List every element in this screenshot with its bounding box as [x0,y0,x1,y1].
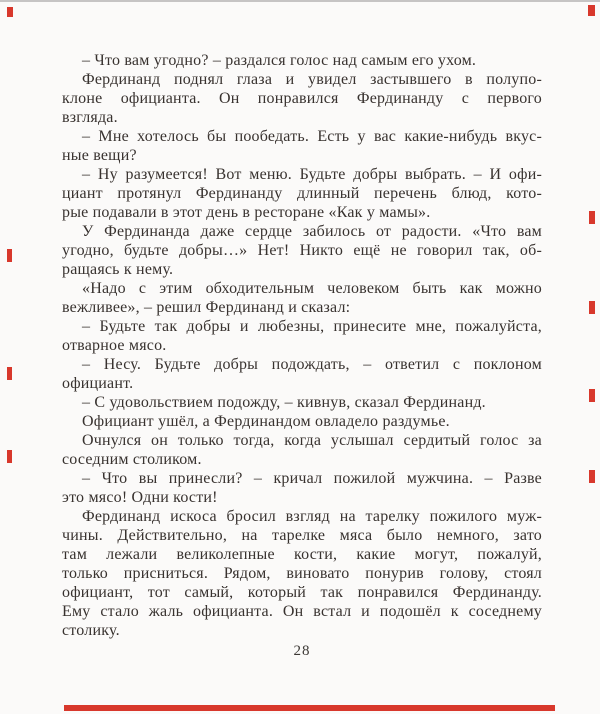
red-frame-mark [588,5,595,16]
paragraph [62,222,542,279]
page-number: 28 [293,643,311,659]
text-line: – Несу. Будьте добры подождать, – ответил с поклоном [82,356,542,373]
text-line: рые подавали в этот день в ресторане «Как у мамы». [62,204,431,221]
text-line: взгляда. [62,109,118,126]
text-line: «Надо с этим обходительным человеком быть как можно [82,280,542,297]
text-block [62,51,542,640]
text-line: отварное мясо. [62,337,167,354]
red-frame-mark [7,249,12,262]
paragraph [62,127,542,165]
text-line: У Фердинанда даже сердце забилось от радости. «Что вам [82,223,542,240]
text-line: Фердинанд поднял глаза и увидел застывшего в полупо- [82,71,542,88]
paragraph [62,355,542,393]
text-line: – Что вам угодно? – раздался голос над самым его ухом. [82,52,477,69]
paragraph [62,431,542,469]
text-line: официант. [62,375,134,392]
text-line: чины. Действительно, на тарелке мяса было немного, зато [62,527,542,544]
red-frame-mark [589,301,595,314]
text-line: ные вещи? [62,147,137,164]
text-line: – Мне хотелось бы пообедать. Есть у вас какие-нибудь вкус- [82,128,542,145]
red-frame-mark [7,450,12,463]
text-line: угодно, будьте добры…» Нет! Никто ещё не говорил так, об- [62,242,542,259]
paragraph [62,279,542,317]
text-line: клоне официанта. Он понравился Фердинанду с первого [62,90,542,107]
paragraph [62,70,542,127]
text-line: Официант ушёл, а Фердинандом овладело раздумье. [82,413,450,430]
text-line: Фердинанд искоса бросил взгляд на тарелку пожилого муж- [82,508,542,525]
text-line: – Ну разумеется! Вот меню. Будьте добры выбрать. – И офи- [82,166,542,183]
text-line: – Что вы принесли? – кричал пожилой мужчина. – Разве [82,470,542,487]
red-frame-mark [589,389,595,402]
text-line: Очнулся он только тогда, когда услышал сердитый голос за [82,432,542,449]
text-line: там лежали великолепные кости, какие могут, пожалуй, [62,546,542,563]
text-line: официант, тот самый, который так понравился Фердинанду. [62,584,542,601]
text-line: – С удовольствием подожду, – кивнув, сказал Фердинанд. [82,394,486,411]
paragraph [62,507,542,640]
text-line: Ему стало жаль официанта. Он встал и подошёл к соседнему [62,603,542,620]
red-frame-mark [7,7,13,17]
text-line: циант протянул Фердинанду длинный перечень блюд, кото- [62,185,542,202]
paragraph [62,393,542,412]
page-top-edge [0,0,600,2]
paragraph [62,317,542,355]
text-line: только присниться. Рядом, виновато понурив голову, стоял [62,565,542,582]
red-frame-mark [589,211,595,224]
red-frame-bottom-rule [64,705,555,711]
paragraph [62,51,542,70]
red-frame-mark [7,367,12,380]
text-line: это мясо! Одни кости! [62,489,218,506]
paragraph [62,412,542,431]
text-line: – Будьте так добры и любезны, принесите мне, пожалуйста, [82,318,542,335]
paragraph [62,469,542,507]
paragraph [62,165,542,222]
red-frame-mark [589,470,595,483]
text-line: столику. [62,622,120,639]
text-line: вежливее», – решил Фердинанд и сказал: [62,299,351,316]
text-line: ращаясь к нему. [62,261,174,278]
text-line: соседним столиком. [62,451,202,468]
